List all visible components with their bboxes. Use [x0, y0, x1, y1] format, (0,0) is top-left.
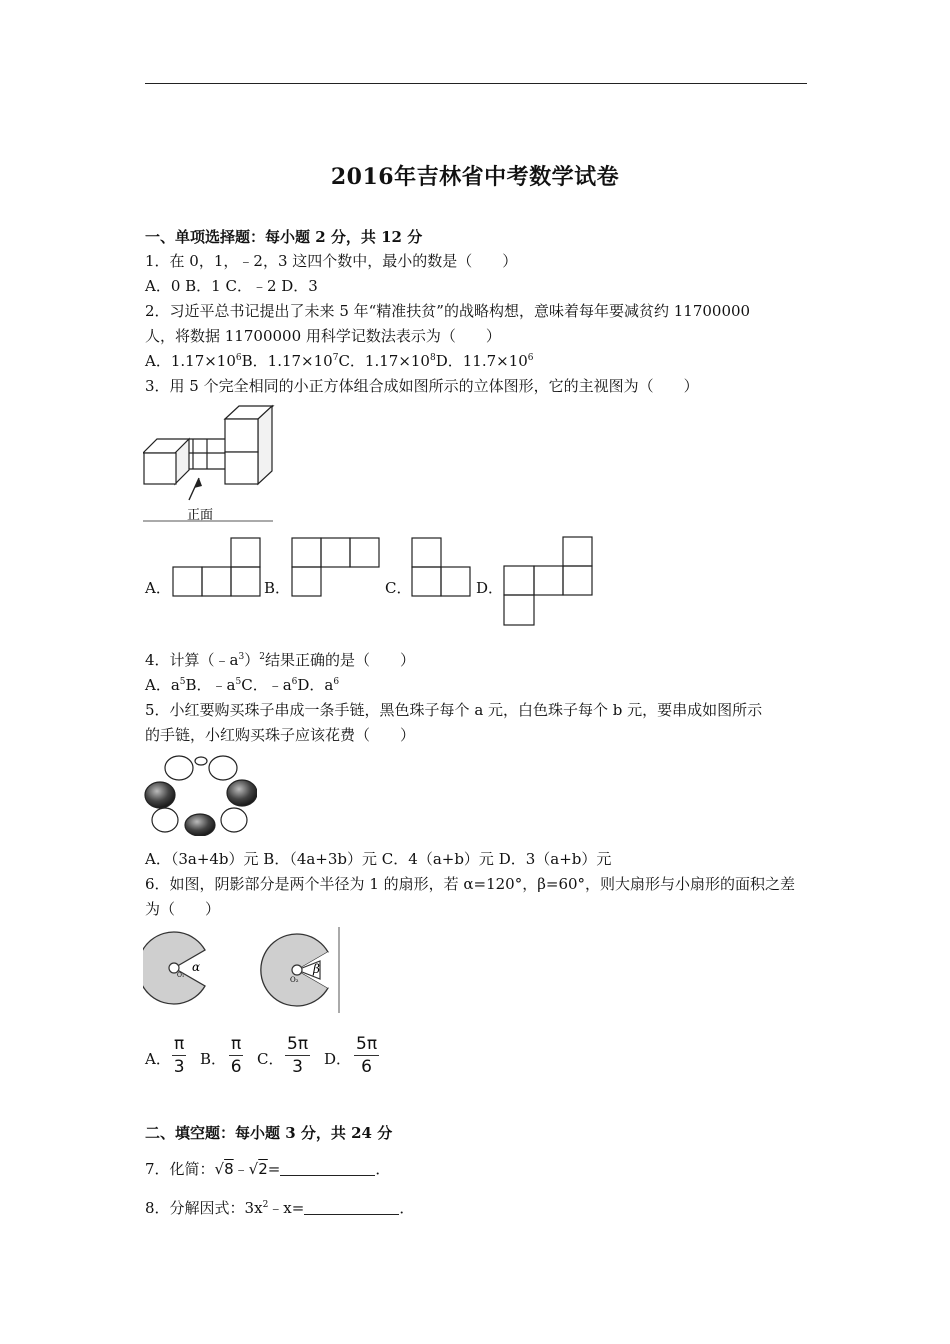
q4-option-b: B．﹣a [185, 676, 236, 694]
q6-sector-figure [143, 925, 343, 1015]
q1-stem: 1．在 0，1，﹣2，3 这四个数中，最小的数是（ ） [145, 252, 518, 270]
q6-option-c: C． [257, 1050, 284, 1068]
q4-option-c: C．﹣a [241, 676, 292, 694]
q2-option-d: D．11.7×10 [435, 352, 528, 370]
q3-option-d: D． [476, 579, 504, 597]
q7-equals: = [267, 1160, 281, 1178]
q6-frac-d-num: 5π [356, 1034, 378, 1054]
q6-fraction-d [354, 1034, 379, 1077]
q2-stem-line2: 人，将数据 11700000 用科学记数法表示为（ ） [145, 327, 501, 345]
q6-option-a: A． [145, 1050, 171, 1068]
q7-minus: ﹣ [233, 1160, 249, 1178]
q1-options: A．0 B．1 C．﹣2 D．3 [145, 277, 318, 295]
q4-options [145, 675, 339, 695]
header-rule [145, 83, 807, 84]
q6-fraction-c [285, 1034, 310, 1077]
q6-frac-a-num: π [174, 1034, 185, 1054]
q6-stem-line1: 6．如图，阴影部分是两个半径为 1 的扇形，若 α=120°，β=60°，则大扇形与小扇形的面积之差 [145, 875, 796, 893]
q3-cube-figure [143, 396, 275, 524]
q8-line [145, 1198, 414, 1218]
q3-option-a: A． [145, 579, 171, 597]
q7-radicand-2: 2 [258, 1160, 268, 1178]
q3-stem: 3．用 5 个完全相同的小正方体组合成如图所示的立体图形，它的主视图为（ ） [145, 377, 699, 395]
q6-frac-d-den: 6 [361, 1057, 372, 1077]
q4-exp-c: 6 [291, 677, 298, 687]
q6-o1-label: O₁ [177, 972, 185, 979]
q6-fraction-b [229, 1034, 243, 1077]
q8-post: ﹣x= [268, 1199, 305, 1217]
section-1-heading: 一、单项选择题：每小题 2 分，共 12 分 [145, 228, 423, 246]
q5-stem-line1: 5．小红要购买珠子串成一条手链，黑色珠子每个 a 元，白色珠子每个 b 元，要串成如图所示 [145, 701, 763, 719]
q4-stem [145, 650, 415, 670]
q7-line [145, 1159, 390, 1179]
q8-answer-blank[interactable] [304, 1200, 399, 1215]
q6-frac-b-den: 6 [230, 1057, 242, 1077]
q6-o2-label: O₂ [290, 976, 299, 984]
q4-stem-mid: ） [244, 651, 260, 669]
q7-end: ． [375, 1160, 391, 1178]
page-title: 2016年吉林省中考数学试卷 [330, 164, 620, 190]
q2-exp-b: 7 [332, 353, 339, 363]
q7-answer-blank[interactable] [280, 1161, 375, 1176]
q3-option-d-figure [503, 536, 595, 628]
q6-frac-c-num: 5π [287, 1034, 309, 1054]
q3-option-c-figure [411, 537, 473, 599]
q8-exp: 2 [262, 1200, 269, 1210]
q4-option-a: A．a [145, 676, 180, 694]
q7-pre: 7．化简： [145, 1160, 215, 1178]
q4-exp-b: 5 [235, 677, 242, 687]
q3-front-label: 正面 [187, 508, 214, 523]
q7-sqrt-1: √8 [214, 1160, 234, 1178]
q6-frac-a-den: 3 [173, 1057, 185, 1077]
q8-end: ． [399, 1199, 415, 1217]
q7-radicand-1: 8 [224, 1160, 234, 1178]
q3-option-b: B． [264, 579, 291, 597]
q2-options [145, 351, 534, 371]
q8-pre: 8．分解因式：3x [145, 1199, 263, 1217]
q6-stem-line2: 为（ ） [145, 900, 221, 918]
q3-option-b-figure [291, 537, 383, 599]
section-2-heading: 二、填空题：每小题 3 分，共 24 分 [145, 1124, 393, 1142]
q4-exp-1: 3 [238, 652, 245, 662]
q4-exp-2: 2 [259, 652, 265, 662]
q5-bracelet-figure [143, 752, 257, 836]
q5-options: A．（3a+4b）元 B．（4a+3b）元 C．4（a+b）元 D．3（a+b）元 [145, 850, 612, 868]
q3-option-a-figure [172, 537, 262, 599]
q4-stem-post: 结果正确的是（ ） [264, 651, 415, 669]
q4-option-d: D．a [297, 676, 334, 694]
q6-beta-label: β [313, 962, 320, 976]
q2-exp-a: 6 [235, 353, 242, 363]
q3-option-c: C． [385, 579, 412, 597]
q6-frac-c-den: 3 [292, 1057, 303, 1077]
q4-exp-d: 6 [333, 677, 340, 687]
q2-exp-d: 6 [527, 353, 534, 363]
q6-option-d: D． [324, 1050, 352, 1068]
q2-option-c: C．1.17×10 [338, 352, 430, 370]
q2-stem-line1: 2．习近平总书记提出了未来 5 年“精准扶贫”的战略构想，意味着每年要减贫约 11700000 [145, 302, 751, 320]
q2-option-b: B．1.17×10 [241, 352, 333, 370]
q6-fraction-a [172, 1034, 186, 1077]
q5-stem-line2: 的手链，小红购买珠子应该花费（ ） [145, 726, 416, 744]
q6-option-b: B． [200, 1050, 227, 1068]
q4-exp-a: 5 [179, 677, 186, 687]
q2-exp-c: 8 [429, 353, 436, 363]
q2-option-a: A．1.17×10 [145, 352, 236, 370]
q7-sqrt-2: √2 [248, 1160, 268, 1178]
q6-alpha-label: α [192, 960, 201, 974]
q6-frac-b-num: π [231, 1034, 242, 1054]
q4-stem-pre: 4．计算（﹣a [145, 651, 239, 669]
